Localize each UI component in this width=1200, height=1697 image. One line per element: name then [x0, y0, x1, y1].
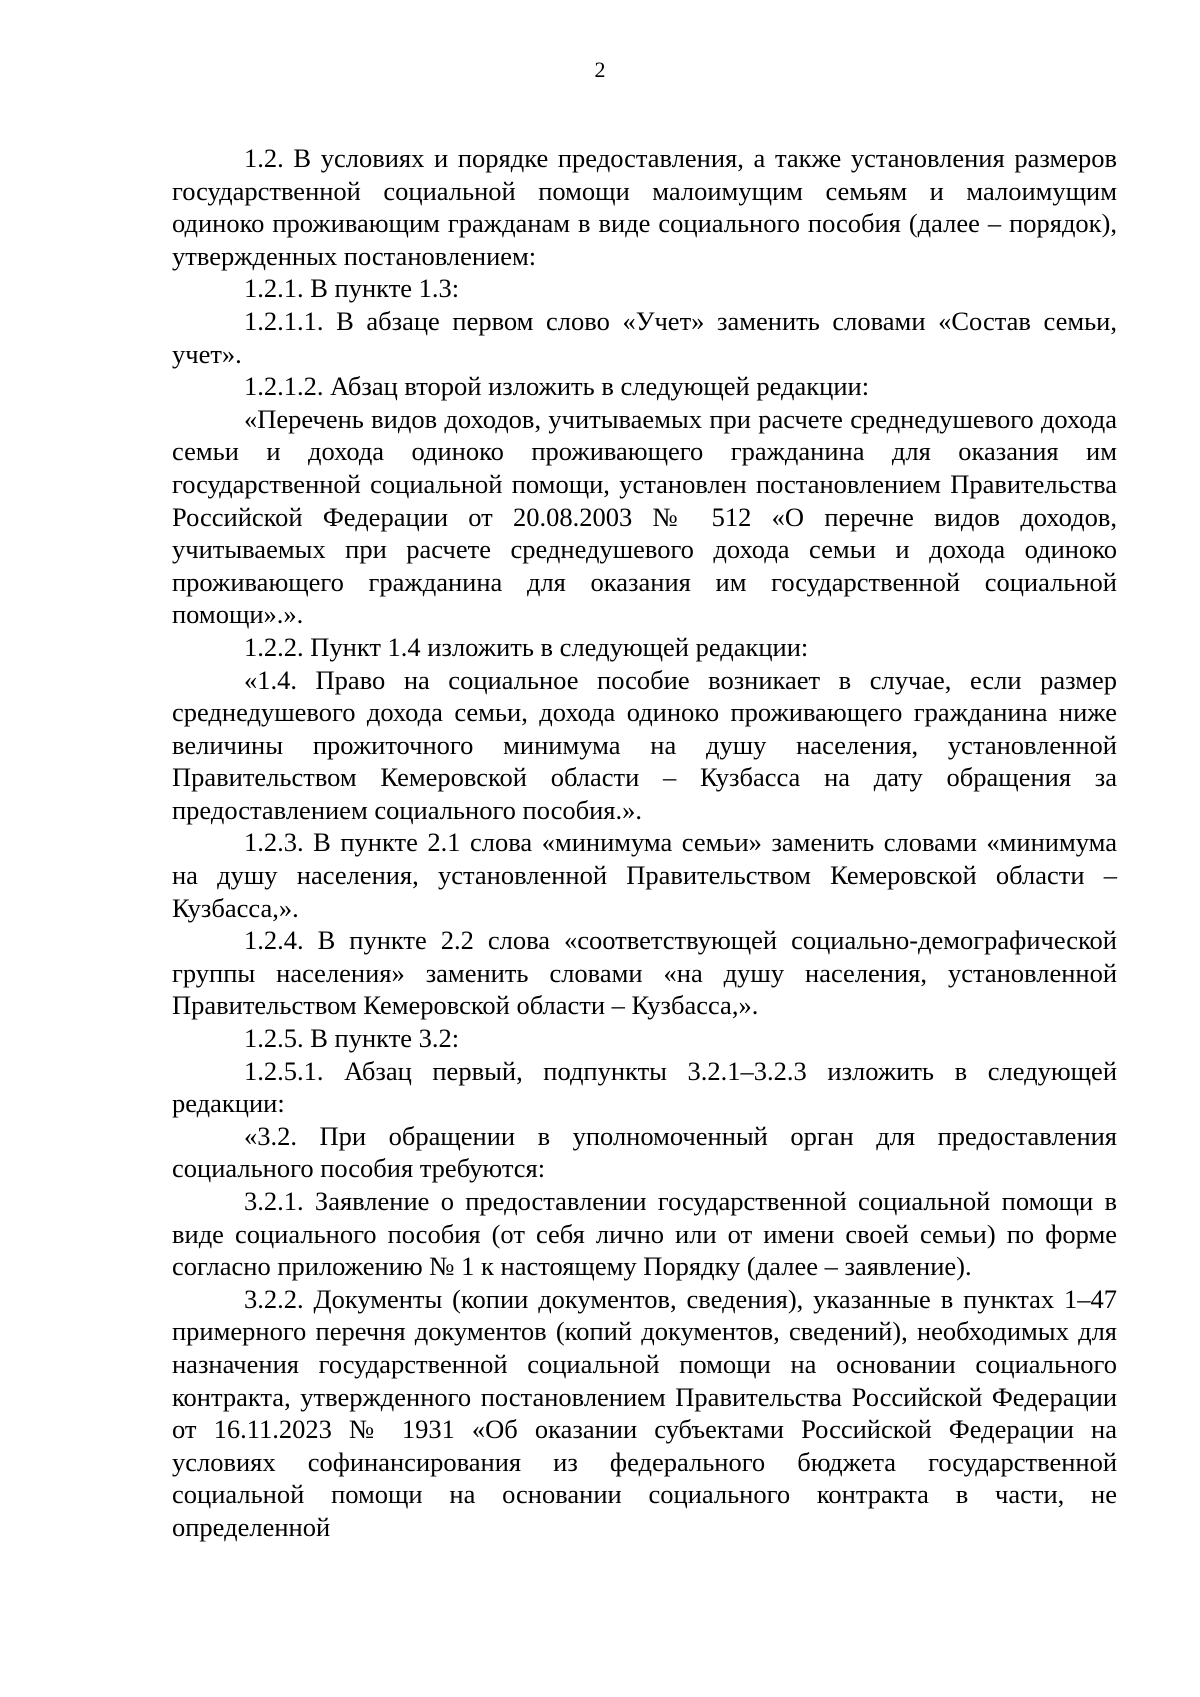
page-number: 2: [594, 57, 606, 82]
paragraph-1-2-4: 1.2.4. В пункте 2.2 слова «соответствующей социально-демографической группы населения» заменить словами «на душу населения, установленной Правительством Кемеровской области – Кузбасса,».: [172, 925, 1117, 1021]
paragraph-1-2-2: 1.2.2. Пункт 1.4 изложить в следующей редакции:: [244, 631, 809, 662]
paragraph-1-2-1-2: 1.2.1.2. Абзац второй изложить в следующей редакции:: [244, 371, 870, 402]
point-3-2-1: 3.2.1. Заявление о предоставлении государственной социальной помощи в виде социального пособия (от себя лично или от имени своей семьи) по форме согласно приложению № 1 к настоящему Порядку (далее – заявление).: [172, 1186, 1117, 1282]
paragraph-1-2-1-1: 1.2.1.1. В абзаце первом слово «Учет» заменить словами «Состав семьи, учет».: [172, 305, 1117, 369]
quoted-income-list-paragraph: «Перечень видов доходов, учитываемых при расчете среднедушевого дохода семьи и дохода одиноко проживающего гражданина для оказания им государственной социальной помощи, установлен постановлением Правительства Российской Федерации от 20.08.2003 № 512 «О перечне видов доходов, учитываемых при расчете среднедушевого дохода семьи и дохода одиноко проживающего гражданина для оказания им государственной социальной помощи».».: [172, 403, 1117, 630]
quoted-point-1-4: «1.4. Право на социальное пособие возникает в случае, если размер среднедушевого дохода семьи, дохода одиноко проживающего гражданина ниже величины прожиточного минимума на душу населения, установленной Правительством Кемеровской области – Кузбасса на дату обращения за предоставлением социального пособия.».: [172, 664, 1117, 825]
paragraph-1-2-5: 1.2.5. В пункте 3.2:: [244, 1023, 460, 1054]
paragraph-1-2-3: 1.2.3. В пункте 2.1 слова «минимума семьи» заменить словами «минимума на душу населения, установленной Правительством Кемеровской области – Кузбасса,».: [172, 827, 1117, 923]
paragraph-1-2-5-1: 1.2.5.1. Абзац первый, подпункты 3.2.1–3.2.3 изложить в следующей редакции:: [172, 1055, 1117, 1119]
paragraph-1-2: 1.2. В условиях и порядке предоставления, а также установления размеров государственной социальной помощи малоимущим семьям и малоимущим одиноко проживающим гражданам в виде социального пособия (далее – порядок), утвержденных постановлением:: [172, 143, 1117, 271]
point-3-2-2: 3.2.2. Документы (копии документов, сведения), указанные в пунктах 1–47 примерного перечня документов (копий документов, сведений), необходимых для назначения государственной социальной помощи на основании социального контракта, утвержденного постановлением Правительства Российской Федерации от 16.11.2023 № 1931 «Об оказании субъектами Российской Федерации на условиях софинансирования из федерального бюджета государственной социальной помощи на основании социального контракта в части, не определенной: [172, 1283, 1117, 1542]
document-body: [172, 142, 1117, 1544]
quoted-point-3-2: «3.2. При обращении в уполномоченный орган для предоставления социального пособия требуются:: [172, 1120, 1117, 1184]
paragraph-1-2-1: 1.2.1. В пункте 1.3:: [244, 273, 460, 304]
